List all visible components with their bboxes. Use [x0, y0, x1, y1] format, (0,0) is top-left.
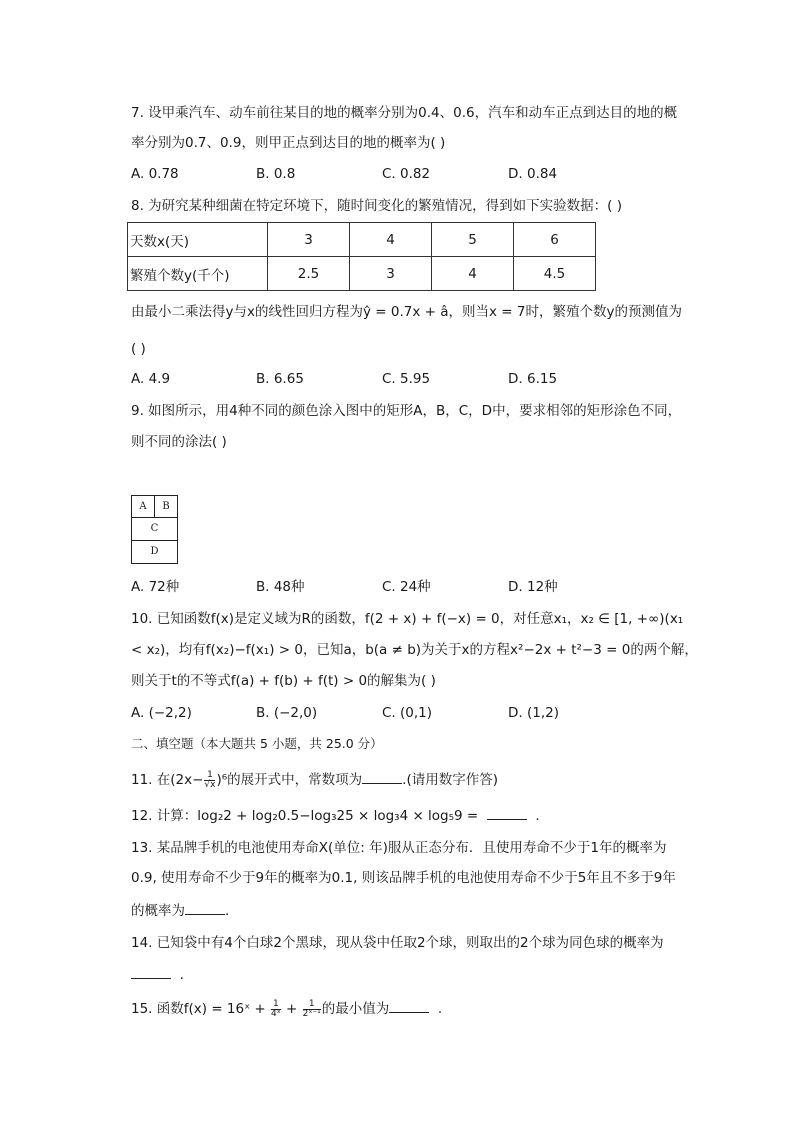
q7-line2: 率分别为0.7、0.9，则甲正点到达目的地的概率为( ) [131, 135, 446, 151]
table-row [128, 223, 596, 257]
table-cell: 3 [268, 223, 350, 257]
q12-answer-blank[interactable] [487, 805, 527, 820]
q14-line1: 14. 已知袋中有4个白球2个黑球，现从袋中任取2个球，则取出的2个球为同色球的概率为 [131, 935, 664, 951]
table-cell: 天数x(天) [128, 223, 268, 257]
q11-mid: )⁶的展开式中，常数项为 [216, 772, 363, 788]
q8-line3: ( ) [131, 341, 146, 357]
q10-line2: < x₂)，均有f(x₂)−f(x₁) > 0，已知a，b(a ≠ b)为关于x的方程x²−2x + t²−3 = 0的两个解， [131, 642, 698, 658]
q12-text: 12. 计算：log₂2 + log₂0.5−log₃25 × log₃4 × log₅9 = [131, 808, 479, 824]
table-row [128, 257, 596, 291]
q9-line2: 则不同的涂法( ) [131, 434, 227, 450]
q11-prefix: 11. 在(2x− [131, 772, 204, 788]
q8-option-b: B. 6.65 [256, 371, 304, 387]
q8-line2: 由最小二乘法得y与x的线性回归方程为ŷ = 0.7x + â，则当x = 7时，繁殖个数y的预测值为 [131, 304, 682, 320]
q15-fraction-1: $\frac{1}{\text{4ˣ}}$ [271, 998, 281, 1019]
table-cell: 6 [514, 223, 596, 257]
q10-option-c: C. (0,1) [382, 705, 433, 721]
q13-line3-text: 的概率为 [131, 903, 185, 919]
q12-suffix: . [535, 808, 540, 824]
q10-line3: 则关于t的不等式f(a) + f(b) + f(t) > 0的解集为( ) [131, 673, 436, 689]
rect-c: C [131, 518, 178, 541]
q15-suffix: 的最小值为 [321, 1001, 390, 1017]
q9-option-b: B. 48种 [256, 579, 305, 595]
q15-fraction-2: $\frac{1}{\text{2ˣ⁻¹}}$ [302, 998, 321, 1019]
q7-option-c: C. 0.82 [382, 166, 431, 182]
q14-line2 [131, 964, 184, 985]
q11-fraction: $\frac{1}{√x}$ [204, 769, 216, 790]
q13-line1: 13. 某品牌手机的电池使用寿命X(单位: 年)服从正态分布．且使用寿命不少于1年的概率为 [131, 840, 667, 856]
q12-line [131, 805, 540, 826]
q9-option-d: D. 12种 [508, 579, 558, 595]
table-cell: 3 [350, 257, 432, 291]
q15-end: . [437, 1001, 443, 1017]
q8-option-d: D. 6.15 [508, 371, 558, 387]
q8-data-table [127, 222, 596, 291]
q13-answer-blank[interactable] [185, 900, 225, 915]
q11-line [131, 769, 498, 790]
q14-answer-blank[interactable] [131, 964, 171, 979]
q8-line1: 8. 为研究某种细菌在特定环境下，随时间变化的繁殖情况，得到如下实验数据：( ) [131, 198, 622, 214]
q10-option-a: A. (−2,2) [131, 705, 192, 721]
rect-b: B [154, 495, 178, 518]
q10-line1: 10. 已知函数f(x)是定义域为R的函数，f(2 + x) + f(−x) = 0，对任意x₁，x₂ ∈ [1, +∞)(x₁ [131, 611, 684, 627]
q7-option-d: D. 0.84 [508, 166, 558, 182]
table-cell: 4 [350, 223, 432, 257]
q14-suffix: . [179, 967, 184, 983]
q13-line3 [131, 900, 229, 921]
q15-line [131, 998, 442, 1019]
table-cell: 繁殖个数y(千个) [128, 257, 268, 291]
q10-option-b: B. (−2,0) [256, 705, 318, 721]
q11-suffix: .(请用数字作答) [402, 772, 498, 788]
q9-option-a: A. 72种 [131, 579, 180, 595]
q11-answer-blank[interactable] [362, 769, 402, 784]
q13-suffix: . [225, 903, 230, 919]
q7-option-b: B. 0.8 [256, 166, 296, 182]
q8-option-c: C. 5.95 [382, 371, 431, 387]
table-cell: 4.5 [514, 257, 596, 291]
q7-line1: 7. 设甲乘汽车、动车前往某目的地的概率分别为0.4、0.6，汽车和动车正点到达目的地的概 [131, 105, 678, 121]
q7-option-a: A. 0.78 [131, 166, 179, 182]
q9-line1: 9. 如图所示，用4种不同的颜色涂入图中的矩形A，B，C，D中，要求相邻的矩形涂色不同， [131, 403, 682, 419]
q15-answer-blank[interactable] [389, 998, 429, 1013]
q15-mid: + [286, 1001, 298, 1017]
rect-d: D [131, 541, 178, 564]
table-cell: 4 [432, 257, 514, 291]
q9-option-c: C. 24种 [382, 579, 431, 595]
table-cell: 5 [432, 223, 514, 257]
q10-option-d: D. (1,2) [508, 705, 559, 721]
section-heading: 二、填空题（本大题共 5 小题，共 25.0 分） [131, 736, 383, 751]
table-cell: 2.5 [268, 257, 350, 291]
q9-rectangle-figure [131, 495, 178, 564]
q8-option-a: A. 4.9 [131, 371, 171, 387]
q15-prefix: 15. 函数f(x) = 16ˣ + [131, 1001, 266, 1017]
q13-line2: 0.9, 使用寿命不少于9年的概率为0.1, 则该品牌手机的电池使用寿命不少于5年且不多于9年 [131, 870, 676, 886]
rect-a: A [131, 495, 154, 518]
